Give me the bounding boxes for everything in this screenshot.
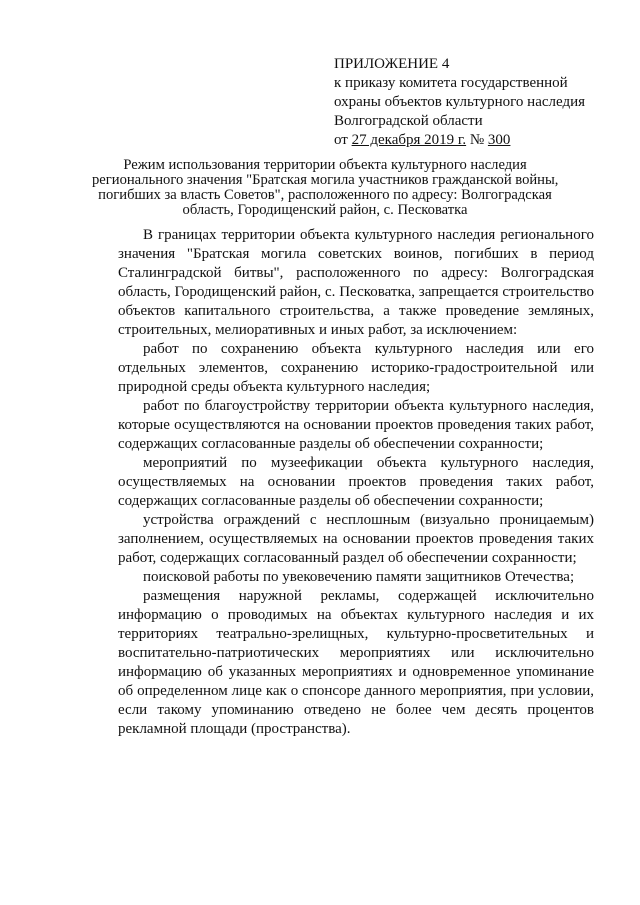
title-line: Режим использования территории объекта культурного наследия	[123, 157, 527, 173]
document-title	[92, 158, 558, 218]
annex-line: охраны объектов культурного наследия	[334, 94, 586, 110]
title-line: область, Городищенский район, с. Песковатка	[182, 202, 468, 218]
annex-line: к приказу комитета государственной	[334, 75, 568, 91]
annex-title: ПРИЛОЖЕНИЕ 4	[334, 56, 450, 72]
annex-header	[334, 55, 585, 150]
document-body	[118, 226, 594, 739]
list-item: работ по благоустройству территории объекта культурного наследия, которые осуществляются на основании проектов проведения таких работ, содержащих согласованные разделы об обеспечении сохранности;	[118, 398, 594, 452]
title-line: погибших за власть Советов", расположенного по адресу: Волгоградская	[98, 187, 552, 203]
order-number: 300	[487, 132, 511, 148]
list-item: поисковой работы по увековечению памяти защитников Отечества;	[143, 569, 575, 585]
annex-date-line	[334, 131, 585, 150]
order-date: 27 декабря 2019 г.	[351, 132, 467, 148]
date-prefix: от	[334, 132, 352, 148]
list-item: размещения наружной рекламы, содержащей исключительно информацию о проводимых на объектах культурного наследия и их территориях театрально-зрелищных, культурно-просветительных и воспитательно-патриотических мероприятиях или исключительно информацию об указанных мероприятиях и одновременное упоминание об определенном лице как о спонсоре данного мероприятия, при условии, если такому упоминанию отведено не более чем десять процентов рекламной площади (пространства).	[118, 588, 594, 737]
list-item: работ по сохранению объекта культурного наследия или его отдельных элементов, сохранению историко-градостроительной или природной среды объекта культурного наследия;	[118, 341, 594, 395]
title-line: регионального значения "Братская могила участников гражданской войны,	[92, 172, 559, 188]
list-item: устройства ограждений с несплошным (визуально проницаемым) заполнением, осуществляемых на основании проектов проведения таких работ, содержащих согласованный раздел об обеспечении сохранности;	[118, 512, 594, 566]
number-prefix: №	[466, 132, 488, 148]
annex-line: Волгоградской области	[334, 113, 483, 129]
intro-paragraph: В границах территории объекта культурного наследия регионального значения "Братская могила советских воинов, погибших в период Сталинградской битвы", расположенного по адресу: Волгоградская область, Городищенский район, с. Песковатка, запрещается строительство объектов капитального строительства, а также проведение земляных, строительных, мелиоративных и иных работ, за исключением:	[118, 227, 594, 338]
list-item: мероприятий по музеефикации объекта культурного наследия, осуществляемых на основании проектов проведения таких работ, содержащих согласованные разделы об обеспечении сохранности;	[118, 455, 594, 509]
